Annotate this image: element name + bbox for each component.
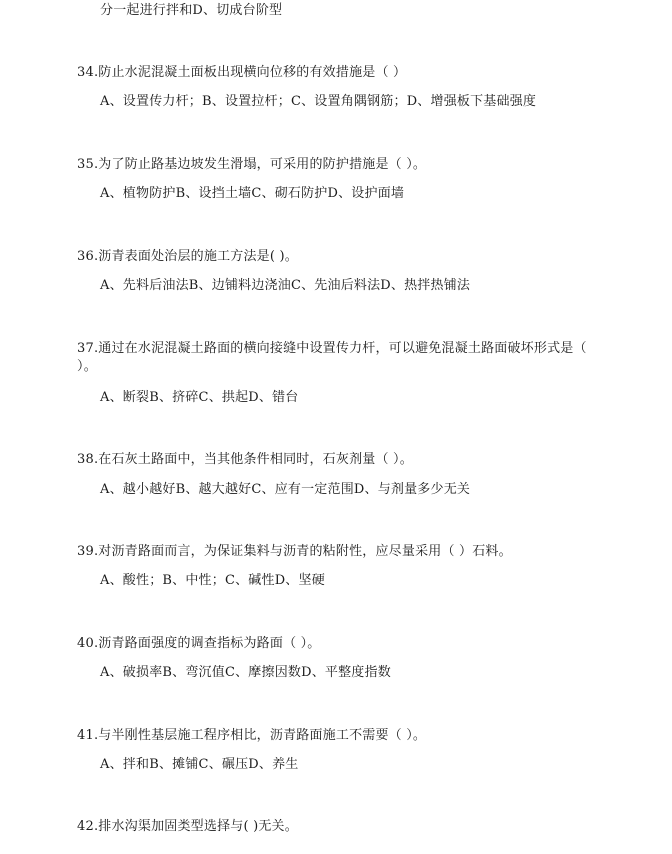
question-34-stem: 34.防止水泥混凝土面板出现横向位移的有效措施是（ ） [77,65,407,80]
question-40-options: A、破损率B、弯沉值C、摩擦因数D、平整度指数 [100,665,391,680]
question-41-options: A、拌和B、摊铺C、碾压D、养生 [100,757,299,772]
question-38-stem: 38.在石灰土路面中，当其他条件相同时，石灰剂量（ ）。 [77,452,413,467]
question-39-options: A、酸性；B、中性；C、碱性D、坚硬 [100,573,325,588]
question-35-options: A、植物防护B、设挡土墙C、砌石防护D、设护面墙 [100,186,405,201]
question-39-stem: 39.对沥青路面而言，为保证集料与沥青的粘附性，应尽量采用（ ）石料。 [77,544,512,559]
question-36-options: A、先料后油法B、边铺料边浇油C、先油后料法D、热拌热铺法 [100,278,471,293]
question-42-stem: 42.排水沟渠加固类型选择与( )无关。 [77,819,298,834]
question-37-options: A、断裂B、挤碎C、拱起D、错台 [100,390,299,405]
question-36-stem: 36.沥青表面处治层的施工方法是( )。 [77,249,298,264]
question-37-stem: 37.通过在水泥混凝土路面的横向接缝中设置传力杆，可以避免混凝土路面破坏形式是（ ）。 [77,341,587,374]
question-41-stem: 41.与半刚性基层施工程序相比，沥青路面施工不需要（ ）。 [77,728,427,743]
continuation-text: 分一起进行拌和D、切成台阶型 [100,3,283,18]
question-35-stem: 35.为了防止路基边坡发生滑塌，可采用的防护措施是（ ）。 [77,157,427,172]
question-34-options: A、设置传力杆；B、设置拉杆；C、设置角隅钢筋；D、增强板下基础强度 [100,94,537,109]
question-38-options: A、越小越好B、越大越好C、应有一定范围D、与剂量多少无关 [100,482,471,497]
question-40-stem: 40.沥青路面强度的调查指标为路面（ ）。 [77,636,321,651]
